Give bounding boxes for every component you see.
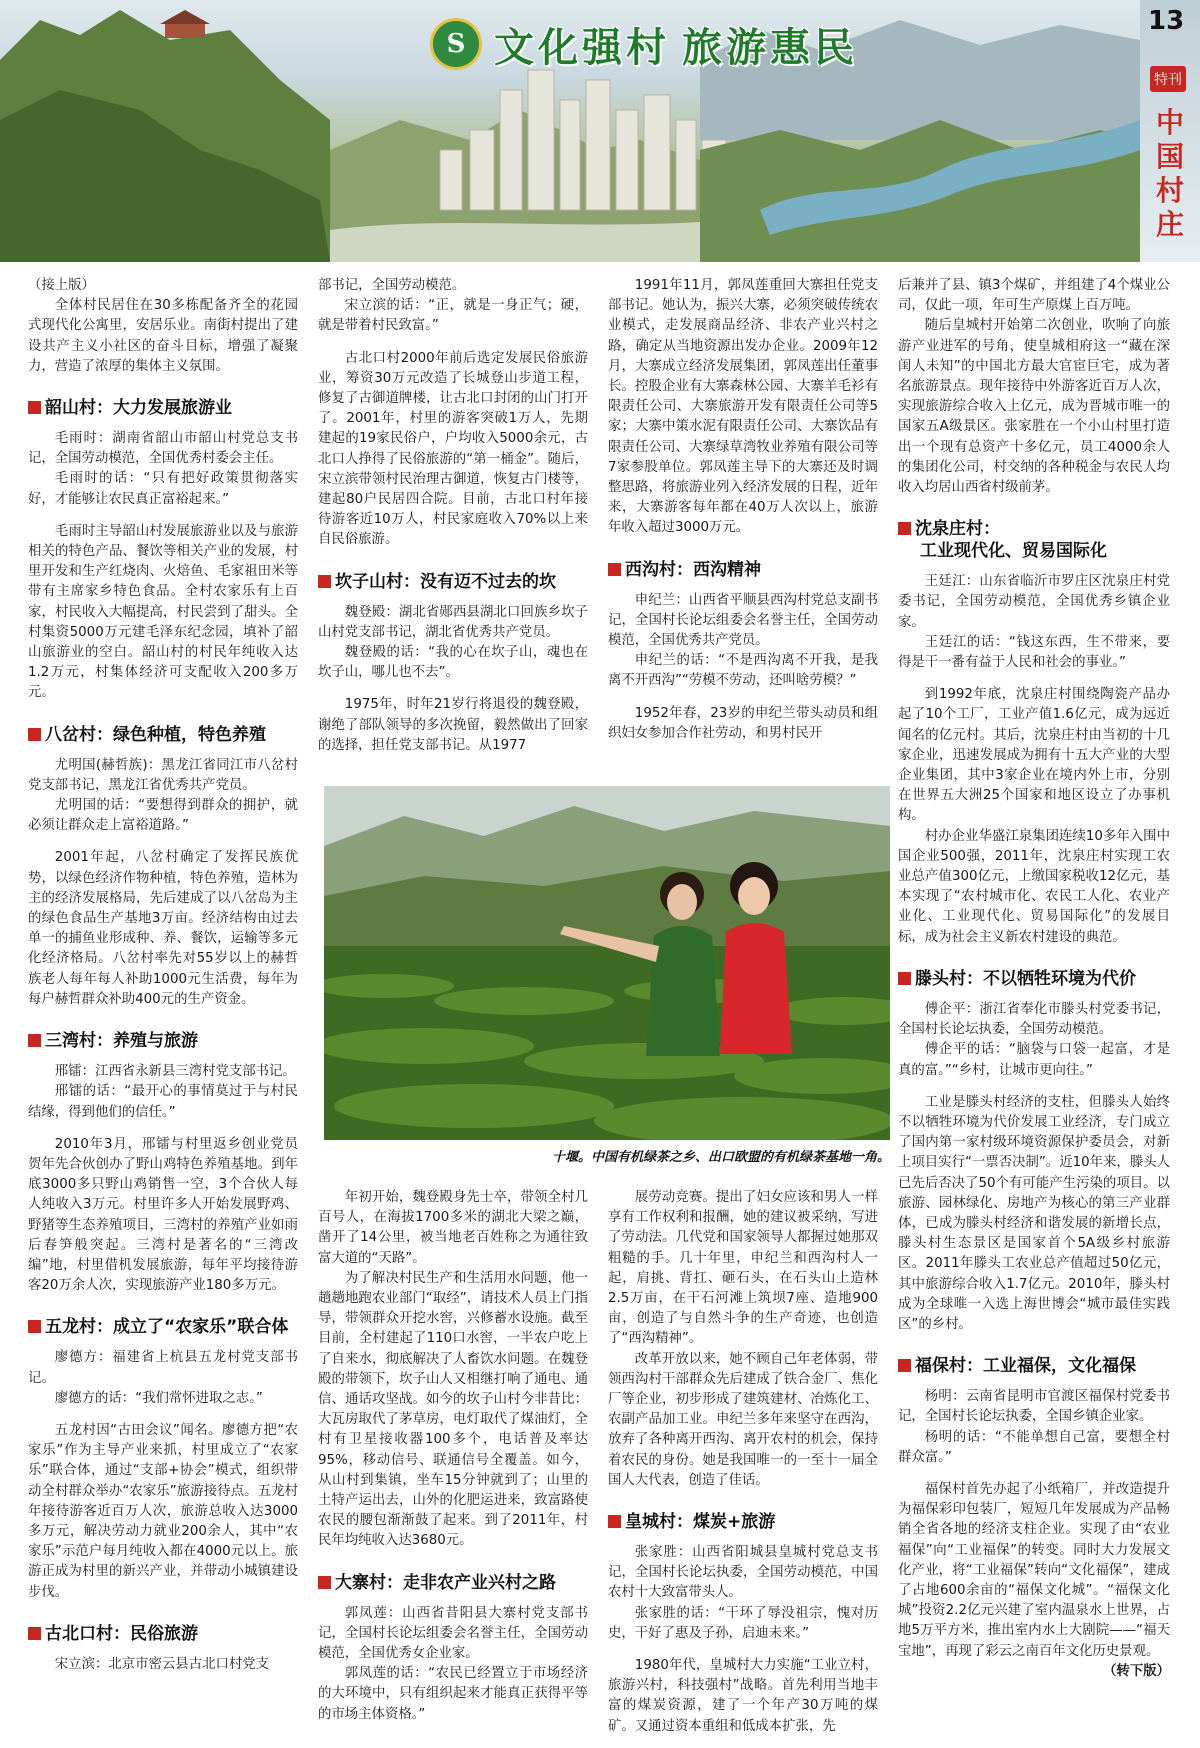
page-number: 13 [1148,6,1185,36]
square-bullet-icon [608,1515,621,1528]
paragraph: 为了解决村民生产和生活用水问题，他一趟趟地跑农业部门“取经”，请技术人员上门指导，带领群众开挖水窖，兴修蓄水设施。截至目前，全村建起了110口水窖，一半农户吃上了自来水，彻底解决了人畜饮水问题。在魏登殿的带领下，坎子山人又相继打响了通电、通信、通话攻坚战。如今的坎子山村今非昔比：大瓦房取代了茅草房，电灯取代了煤油灯，全村有卫星接收器100多个，电话普及率达95%，移动信号、联通信号全覆盖。如今，从山村到集镇，坐车15分钟就到了；山里的土特产运出去，山外的化肥运进来，致富路使农民的腰包渐渐鼓了起来。到了2011年，村民年均纯收入达3680元。 [318,1270,588,1549]
paragraph: 毛雨时主导韶山村发展旅游业以及与旅游相关的特色产品、餐饮等相关产业的发展，村里开发和生产红烧肉、火焙鱼、毛家祖田米等带有主席家乡特色食品。全村农家乐有上百家，村民收入大幅提高，村民尝到了甜头。全村集资5000万元建毛泽东纪念园，填补了韶山旅游业的空白。韶山村的村民年纯收入达1.2万元，村集体经济可支配收入200多万元。 [28,523,298,701]
section-heading: 沈泉庄村： 工业现代化、贸易国际化 [898,518,1170,562]
paragraph: 到1992年底，沈泉庄村围绕陶瓷产品办起了10个工厂，工业产值1.6亿元，成为远近闻名的亿元村。其后，沈泉庄村由当初的十几家企业，迅速发展成为拥有十五大产业的大型企业集团，其中3家企业在境内外上市，分别在世界五大洲25个国家和地区设立了办事机构。 [898,687,1170,824]
quote: 邢镭的话：“最开心的事情莫过于与村民结缘，得到他们的信任。” [28,1084,298,1120]
banner-title [430,14,858,74]
column-4 [898,276,1170,1682]
paragraph: 邢镭：江西省永新县三湾村党支部书记。 [54,1064,296,1080]
quote: 廖德方的话：“我们常怀进取之志。” [54,1390,263,1406]
square-bullet-icon [28,401,41,414]
tea-garden-photo [324,786,890,1140]
section-heading: 三湾村：养殖与旅游 [28,1030,298,1052]
paragraph: 魏登殿：湖北省郧西县湖北口回族乡坎子山村党支部书记，湖北省优秀共产党员。 [318,604,588,640]
column-3 [608,276,878,744]
quote: 尤明国的话：“要想得到群众的拥护，就必须让群众走上富裕道路。” [28,798,298,834]
quote: 郭凤莲的话：“农民已经置立于市场经济的大环境中，只有组织起来才能真正获得平等的市场主体资格。” [318,1666,588,1722]
paragraph: 王廷江：山东省临沂市罗庄区沈泉庄村党委书记，全国劳动模范，全国优秀乡镇企业家。 [898,574,1170,630]
logo-icon: S [430,18,482,70]
paragraph: 改革开放以来，她不顾自己年老体弱，带领西沟村干部群众先后建成了铁合金厂、焦化厂等企业，初步形成了建筑建材、冶炼化工、农副产品加工业。申纪兰多年来坚守在西沟，放弃了各种离开西沟、离开农村的机会，保持着农民的身份。她是我国唯一的一至十一届全国人大代表，创造了佳话。 [608,1351,878,1488]
paragraph: 古北口村2000年前后选定发展民俗旅游业，筹资30万元改造了长城登山步道工程，修复了古御道牌楼，让古北口封闭的山门打开了。2001年，村里的游客突破1万人，先期建起的19家民俗户，户均收入5000余元，古北口人挣得了民俗旅游的“第一桶金”。随后，宋立滨带领村民治理古御道，恢复古门楼等，建起80户民居四合院。目前，古北口村年接待游客近10万人，村民家庭收入70%以上来自民俗旅游。 [318,350,588,548]
paragraph: 尤明国(赫哲族)：黑龙江省同江市八岔村党支部书记，黑龙江省优秀共产党员。 [28,757,298,793]
paragraph: 村办企业华盛江泉集团连续10多年入围中国企业500强，2011年，沈泉庄村实现工农业总产值300亿元，上缴国家税收12亿元，基本实现了“农村城市化、农民工人化、农业产业化、工业现代化、贸易国际化”的发展目标，成为社会主义新农村建设的典范。 [898,828,1170,945]
square-bullet-icon [28,1627,41,1640]
slogan-tourism: 旅游惠民 [682,23,858,71]
paragraph: 后兼并了县、镇3个煤矿，并组建了4个煤业公司，仅此一项，年可生产原煤上百万吨。 [898,278,1170,314]
square-bullet-icon [318,1576,331,1589]
paragraph: 申纪兰：山西省平顺县西沟村党总支副书记，全国村长论坛组委会名誉主任，全国劳动模范，全国优秀共产党员。 [608,592,878,649]
quote: 申纪兰的话：“不是西沟离不开我，是我离不开西沟”“劳模不劳动，还叫啥劳模？” [608,653,878,689]
column-3-lower [608,1188,878,1737]
quote: 魏登殿的话：“我的心在坎子山，魂也在坎子山，哪儿也不去”。 [318,645,588,681]
square-bullet-icon [318,575,331,588]
paragraph: 年初开始，魏登殿身先士卒，带领全村几百号人，在海拔1700多米的湖北大梁之巅，凿开了14公里，被当地老百姓称之为通往致富大道的“天路”。 [318,1190,588,1266]
paragraph: 宋立滨：北京市密云县古北口村党支 [54,1656,270,1672]
paragraph: 廖德方：福建省上杭县五龙村党支部书记。 [28,1350,298,1386]
paragraph: 五龙村因“古田会议”闻名。廖德方把“农家乐”作为主导产业来抓，村里成立了“农家乐”联合体，通过“支部+协会”模式，组织带动全村群众举办“农家乐”旅游接待点。五龙村年接待游客近百万人次，旅游总收入达3000多万元，解决劳动力就业200余人，其中“农家乐”示范户每月纯收入都在4000元以上。旅游正成为村里的新兴产业，并带动小城镇建设步伐。 [28,1422,298,1600]
photo-caption: 十堰。中国有机绿茶之乡、出口欧盟的有机绿茶基地一角。 [551,1150,890,1165]
paragraph: 杨明：云南省昆明市官渡区福保村党委书记，全国村长论坛执委，全国乡镇企业家。 [898,1389,1170,1425]
paragraph: 1991年11月，郭凤莲重回大寨担任党支部书记。她认为，振兴大寨，必须突破传统农业模式，走发展商品经济、非农产业兴村之路，确定从当地资源出发办企业。2009年12月，大寨成立经济发展集团，郭凤莲出任董事长。控股企业有大寨森林公园、大寨羊毛衫有限责任公司、大寨旅游开发有限责任公司等5家；大寨中策水泥有限责任公司、大寨饮品有限责任公司、大寨绿草湾牧业养殖有限公司等7家参股单位。郭凤莲主导下的大寨还及时调整思路，将旅游业列入经济发展的日程，近年来，大寨游客每年都在40万人次以上，旅游年收入超过3000万元。 [608,278,878,536]
paragraph: 郭凤莲：山西省昔阳县大寨村党支部书记，全国村长论坛组委会名誉主任，全国劳动模范，全国优秀女企业家。 [318,1605,588,1662]
paragraph: 1952年春，23岁的申纪兰带头动员和组织妇女参加合作社劳动，和男村民开 [608,705,878,741]
column-2 [318,276,588,756]
paragraph: 展劳动竞赛。提出了妇女应该和男人一样享有工作权利和报酬，她的建议被采纳，写进了劳动法。几代党和国家领导人都握过她那双粗糙的手。几十年里，申纪兰和西沟村人一起，肩挑、背扛、砸石头，在石头山上造林2.5万亩，在干石河滩上筑坝7座、造地900亩，创造了与自然斗争的生产奇迹，也创造了“西沟精神”。 [608,1190,878,1347]
square-bullet-icon [28,1034,41,1047]
paragraph: 全体村民居住在30多栋配备齐全的花园式现代化公寓里，安居乐业。南街村提出了建设共产主义小社区的奋斗目标，增强了凝聚力，营造了浓厚的集体主义氛围。 [28,298,298,374]
square-bullet-icon [898,1359,911,1372]
paragraph: 傅企平：浙江省奉化市滕头村党委书记，全国村长论坛执委，全国劳动模范。 [898,1001,1170,1038]
section-heading: 坎子山村：没有迈不过去的坎 [318,571,588,593]
section-heading: 皇城村：煤炭+旅游 [608,1511,878,1533]
square-bullet-icon [898,522,911,535]
section-heading: 福保村：工业福保，文化福保 [898,1355,1170,1377]
continued-from-note: （接上版） [28,278,95,293]
quote: 杨明的话：“不能单想自己富，要想全村群众富。” [898,1429,1170,1465]
continued-next-note: （转下版） [1103,1663,1170,1679]
paragraph: 部书记，全国劳动模范。 [318,278,466,293]
quote: 毛雨时的话：“只有把好政策贯彻落实好，才能够让农民真正富裕起来。” [28,471,298,507]
section-heading: 五龙村：成立了“农家乐”联合体 [28,1316,298,1338]
tea-garden-illustration [324,786,890,1140]
quote: 宋立滨的话：“正，就是一身正气；硬，就是带着村民致富。” [318,298,588,334]
square-bullet-icon [898,972,911,985]
section-heading: 大寨村：走非农产业兴村之路 [318,1572,588,1594]
paragraph: 2010年3月，邢镭与村里返乡创业党员贺年先合伙创办了野山鸡特色养殖基地。到年底3000多只野山鸡销售一空，3个合伙人每人纯收入3万元。村里许多人开始发展野鸡、野猪等生态养殖项目，三湾村的养殖产业如雨后春笋般突起。三湾村是著名的“三湾改编”地，村里借机发展旅游，每年平均接待游客20万余人次，实现旅游产业180多万元。 [28,1136,298,1294]
quote: 傅企平的话：“脑袋与口袋一起富，才是真的富。”“乡村，让城市更向往。” [898,1042,1170,1078]
section-heading: 西沟村：西沟精神 [608,559,878,581]
paragraph: 1975年，时年21岁行将退役的魏登殿，谢绝了部队领导的多次挽留，毅然做出了回家的选择，担任党支部书记。从1977 [318,697,588,753]
section-heading: 韶山村：大力发展旅游业 [28,397,298,419]
square-bullet-icon [608,563,621,576]
paragraph: 工业是滕头村经济的支柱，但滕头人始终不以牺牲环境为代价发展工业经济，专门成立了国内第一家村级环境资源保护委员会，对新上项目实行“一票否决制”。近10年来，滕头人已先后否决了50个有可能产生污染的项目。以旅游、园林绿化、房地产为核心的第三产业群体，已成为滕头村经济和谐发展的新增长点，滕头村生态景区是国家首个5A级乡村旅游区。2011年滕头工农业总产值超过50亿元，其中旅游综合收入1.7亿元。2010年，滕头村成为全球唯一入选上海世博会“城市最佳实践区”的乡村。 [898,1094,1170,1332]
section-heading: 古北口村：民俗旅游 [28,1623,298,1645]
section-heading: 滕头村：不以牺牲环境为代价 [898,968,1170,990]
section-heading: 八岔村：绿色种植，特色养殖 [28,724,298,746]
paragraph: 1980年代，皇城村大力实施“工业立村，旅游兴村，科技强村”战略。首先利用当地丰富的煤炭资源，建了一个年产30万吨的煤矿。又通过资本重组和低成本扩张，先 [608,1658,878,1734]
quote: 王廷江的话：“钱这东西，生不带来，要得是干一番有益于人民和社会的事业。” [898,634,1170,671]
quote: 张家胜的话：“干环了辱没祖宗，愧对历史，干好了惠及子孙，启迪未来。” [608,1605,878,1641]
paragraph: 随后皇城村开始第二次创业，吹响了向旅游产业进军的号角，使皇城相府这一“藏在深闺人未知”的中国北方最大官宦巨宅，成为著名旅游景点。现年接待中外游客近百万人次，实现旅游综合收入上亿元，成为晋城市唯一的国家五A级景区。张家胜在一个小山村里打造出一个现有总资产十多亿元，员工4000余人的集团化公司，村交纳的各种税金与农民人均收入均居山西省村级前茅。 [898,318,1170,496]
column-1 [28,276,298,1675]
square-bullet-icon [28,1320,41,1333]
paragraph: 福保村首先办起了小纸箱厂，并改造提升为福保彩印包装厂，短短几年发展成为产品畅销全省各地的经济支柱企业。实现了由“农业福保”向“工业福保”的转变。同时大力发展文化产业，将“工业福保”转向“文化福保”，建成了占地600余亩的“福保文化城”。“福保文化城”投资2.2亿元兴建了室内温泉水上世界，占地5万平方米，推出室内水上大剧院——“福天宝地”，再现了彩云之南百年文化历史景观。 [898,1481,1170,1659]
square-bullet-icon [28,728,41,741]
paragraph: 张家胜：山西省阳城县皇城村党总支书记，全国村长论坛执委，全国劳动模范，中国农村十大致富带头人。 [608,1545,878,1601]
header-banner [0,0,1140,262]
paragraph: 2001年起，八岔村确定了发挥民族优势，以绿色经济作物种植，特色养殖，造林为主的经济发展格局，先后建成了以八岔岛为主的绿色食品生产基地3万亩。经济结构由过去单一的捕鱼业形成种、养、餐饮，运输等多元化经济格局。八岔村率先对55岁以上的赫哲族老人每年每人补助1000元生活费，每年为每户赫哲群众补助400元的生产资金。 [28,850,298,1007]
column-2-lower [318,1188,588,1725]
section-title-vertical: 中国村庄 [1155,106,1184,241]
special-issue-badge: 特刊 [1150,66,1186,92]
slogan-culture: 文化强村 [494,23,670,71]
paragraph: 毛雨时：湖南省韶山市韶山村党总支书记，全国劳动模范，全国优秀村委会主任。 [28,431,298,467]
